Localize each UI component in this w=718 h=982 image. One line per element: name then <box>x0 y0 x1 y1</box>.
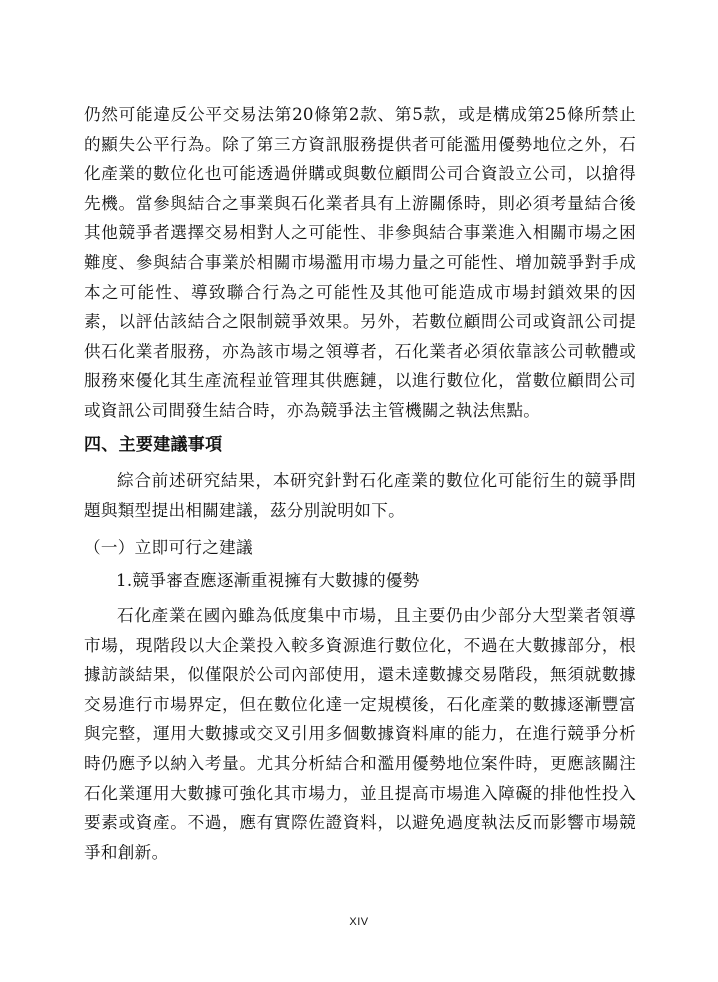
page-number: XIV <box>349 916 369 928</box>
subsection-heading: （一）立即可行之建議 <box>84 538 253 557</box>
item-heading: 1.競爭審查應逐漸重視擁有大數據的優勢 <box>116 571 420 590</box>
section-heading: 四、主要建議事項 <box>84 435 223 455</box>
paragraph-body-2: 綜合前述研究結果，本研究針對石化產業的數位化可能衍生的競爭問題與類型提出相關建議，茲分別說明如下。 <box>84 471 636 520</box>
paragraph-body-3: 石化產業在國內雖為低度集中市場，且主要仍由少部分大型業者領導市場，現階段以大企業投入較多資源進行數位化，不過在大數據部分，根據訪談結果，似僅限於公司內部使用，還未達數據交易階段，無須就數據交易進行市場界定，但在數位化達一定規模後，石化產業的數據逐漸豐富與完整，運用大數據或交叉引用多個數據資料庫的能力，在進行競爭分析時仍應予以納入考量。尤其分析結合和濫用優勢地位案件時，更應該關注石化業運用大數據可強化其市場力，並且提高市場進入障礙的排他性投入要素或資產。不過，應有實際佐證資料，以避免過度執法反而影響市場競爭和創新。 <box>84 606 636 862</box>
paragraph-body-1: 仍然可能違反公平交易法第20條第2款、第5款，或是構成第25條所禁止的顯失公平行為。除了第三方資訊服務提供者可能濫用優勢地位之外，石化產業的數位化也可能透過併購或與數位顧問公司合資設立公司，以搶得先機。當參與結合之事業與石化業者具有上游關係時，則必須考量結合後其他競爭者選擇交易相對人之可能性、非參與結合事業進入相關市場之困難度、參與結合事業於相關市場濫用市場力量之可能性、增加競爭對手成本之可能性、導致聯合行為之可能性及其他可能造成市場封鎖效果的因素，以評估該結合之限制競爭效果。另外，若數位顧問公司或資訊公司提供石化業者服務，亦為該市場之領導者，石化業者必須依靠該公司軟體或服務來優化其生產流程並管理其供應鏈，以進行數位化，當數位顧問公司或資訊公司間發生結合時，亦為競爭法主管機關之執法焦點。 <box>84 105 636 420</box>
